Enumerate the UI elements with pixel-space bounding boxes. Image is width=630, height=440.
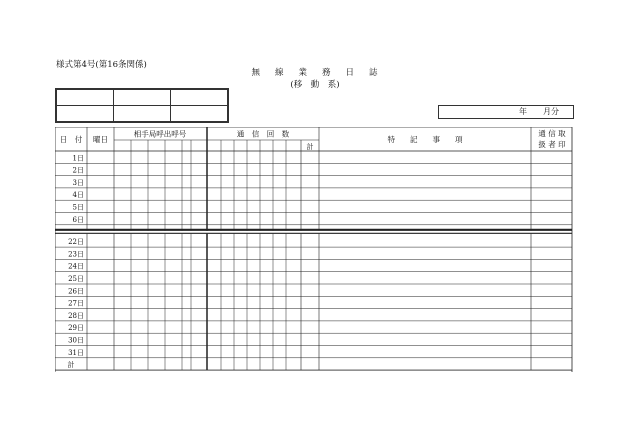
day-label: 4日	[72, 191, 84, 200]
log-table	[55, 127, 575, 376]
year-month-field[interactable]	[438, 105, 574, 119]
day-label: 6日	[72, 215, 84, 224]
day-label: 5日	[72, 203, 84, 212]
stamp-cell[interactable]	[57, 106, 114, 122]
day-label: 29日	[68, 324, 84, 333]
day-label: 3日	[72, 178, 84, 187]
stamp-cell[interactable]	[114, 90, 171, 106]
stamp-cell[interactable]	[171, 90, 228, 106]
header-date: 日 付	[59, 135, 83, 144]
header-operator: 通 信 取	[538, 129, 566, 138]
day-label: 26日	[68, 287, 84, 296]
header-callsign: 相手局呼出呼号	[133, 129, 187, 139]
day-label: 2日	[72, 166, 84, 175]
title-char: 業	[298, 68, 308, 78]
title-char: 務	[322, 68, 332, 78]
day-label: 24日	[68, 262, 84, 271]
day-label: 30日	[68, 336, 84, 345]
month-label: 月分	[543, 107, 559, 116]
total-row-label: 計	[67, 361, 75, 370]
stamp-cell[interactable]	[57, 90, 114, 106]
title-char: 線	[274, 68, 285, 78]
form-title	[0, 66, 630, 78]
day-label: 23日	[68, 250, 84, 259]
form-subtitle: (移 動 系)	[290, 80, 340, 90]
stamp-cell[interactable]	[171, 106, 228, 122]
day-label: 25日	[68, 275, 84, 283]
header-total: 計	[306, 143, 314, 151]
header-operator: 扱 者 印	[538, 140, 566, 149]
header-comm-count: 通 信 回 数	[236, 129, 290, 139]
day-label: 31日	[68, 348, 84, 357]
title-char: 無	[251, 68, 261, 78]
title-char: 誌	[369, 68, 379, 78]
form-id: 様式第4号(第16条関係)	[56, 60, 147, 70]
stamp-cell[interactable]	[114, 106, 171, 122]
title-char: 日	[345, 68, 356, 78]
approval-stamp-grid	[55, 88, 229, 123]
year-label: 年	[519, 107, 527, 116]
header-weekday: 曜日	[93, 135, 108, 144]
day-label: 27日	[68, 299, 84, 308]
day-label: 22日	[68, 238, 84, 247]
day-label: 28日	[68, 311, 84, 320]
day-label: 1日	[72, 154, 84, 163]
header-notes: 特 記 事 項	[387, 135, 463, 144]
